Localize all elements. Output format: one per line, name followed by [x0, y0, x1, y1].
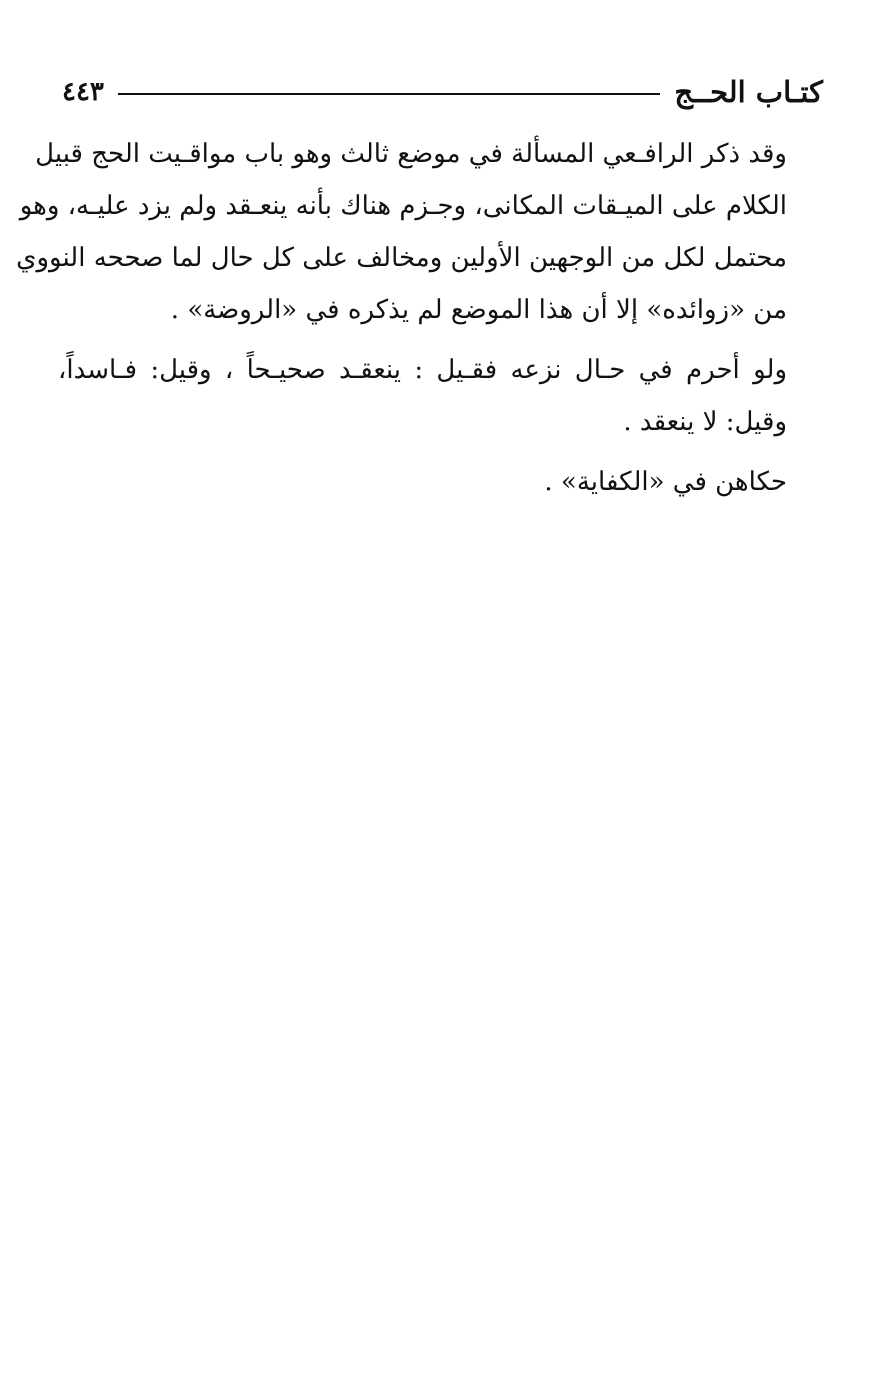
text-line: محتمل لكل من الوجهين الأولين ومخالف على كل حال لما صححه النووي	[16, 243, 787, 273]
text-line: وقد ذكر الرافـعي المسألة في موضع ثالث وهو باب مواقـيت الحج قبيل	[35, 139, 787, 169]
paragraph	[16, 128, 825, 336]
chapter-title: كتـاب الحــج	[674, 75, 823, 109]
paragraph	[58, 456, 825, 508]
text-line: الكلام على الميـقات المكانى، وجـزم هناك بأنه ينعـقد ولم يزد عليـه، وهو	[19, 191, 787, 221]
page-number: ٤٤٣	[62, 77, 104, 107]
paragraph	[58, 344, 825, 448]
running-header	[62, 70, 823, 114]
text-line: ولو أحرم في حـال نزعه فقـيل : ينعقـد صحيـحاً ، وقيل: فـاسداً،	[58, 355, 787, 385]
text-line: حكاهن في «الكفاية» .	[544, 467, 787, 497]
text-line: وقيل: لا ينعقد .	[623, 407, 787, 437]
body-text	[16, 128, 825, 516]
header-rule	[118, 93, 660, 95]
text-line: من «زوائده» إلا أن هذا الموضع لم يذكره في «الروضة» .	[170, 295, 787, 325]
